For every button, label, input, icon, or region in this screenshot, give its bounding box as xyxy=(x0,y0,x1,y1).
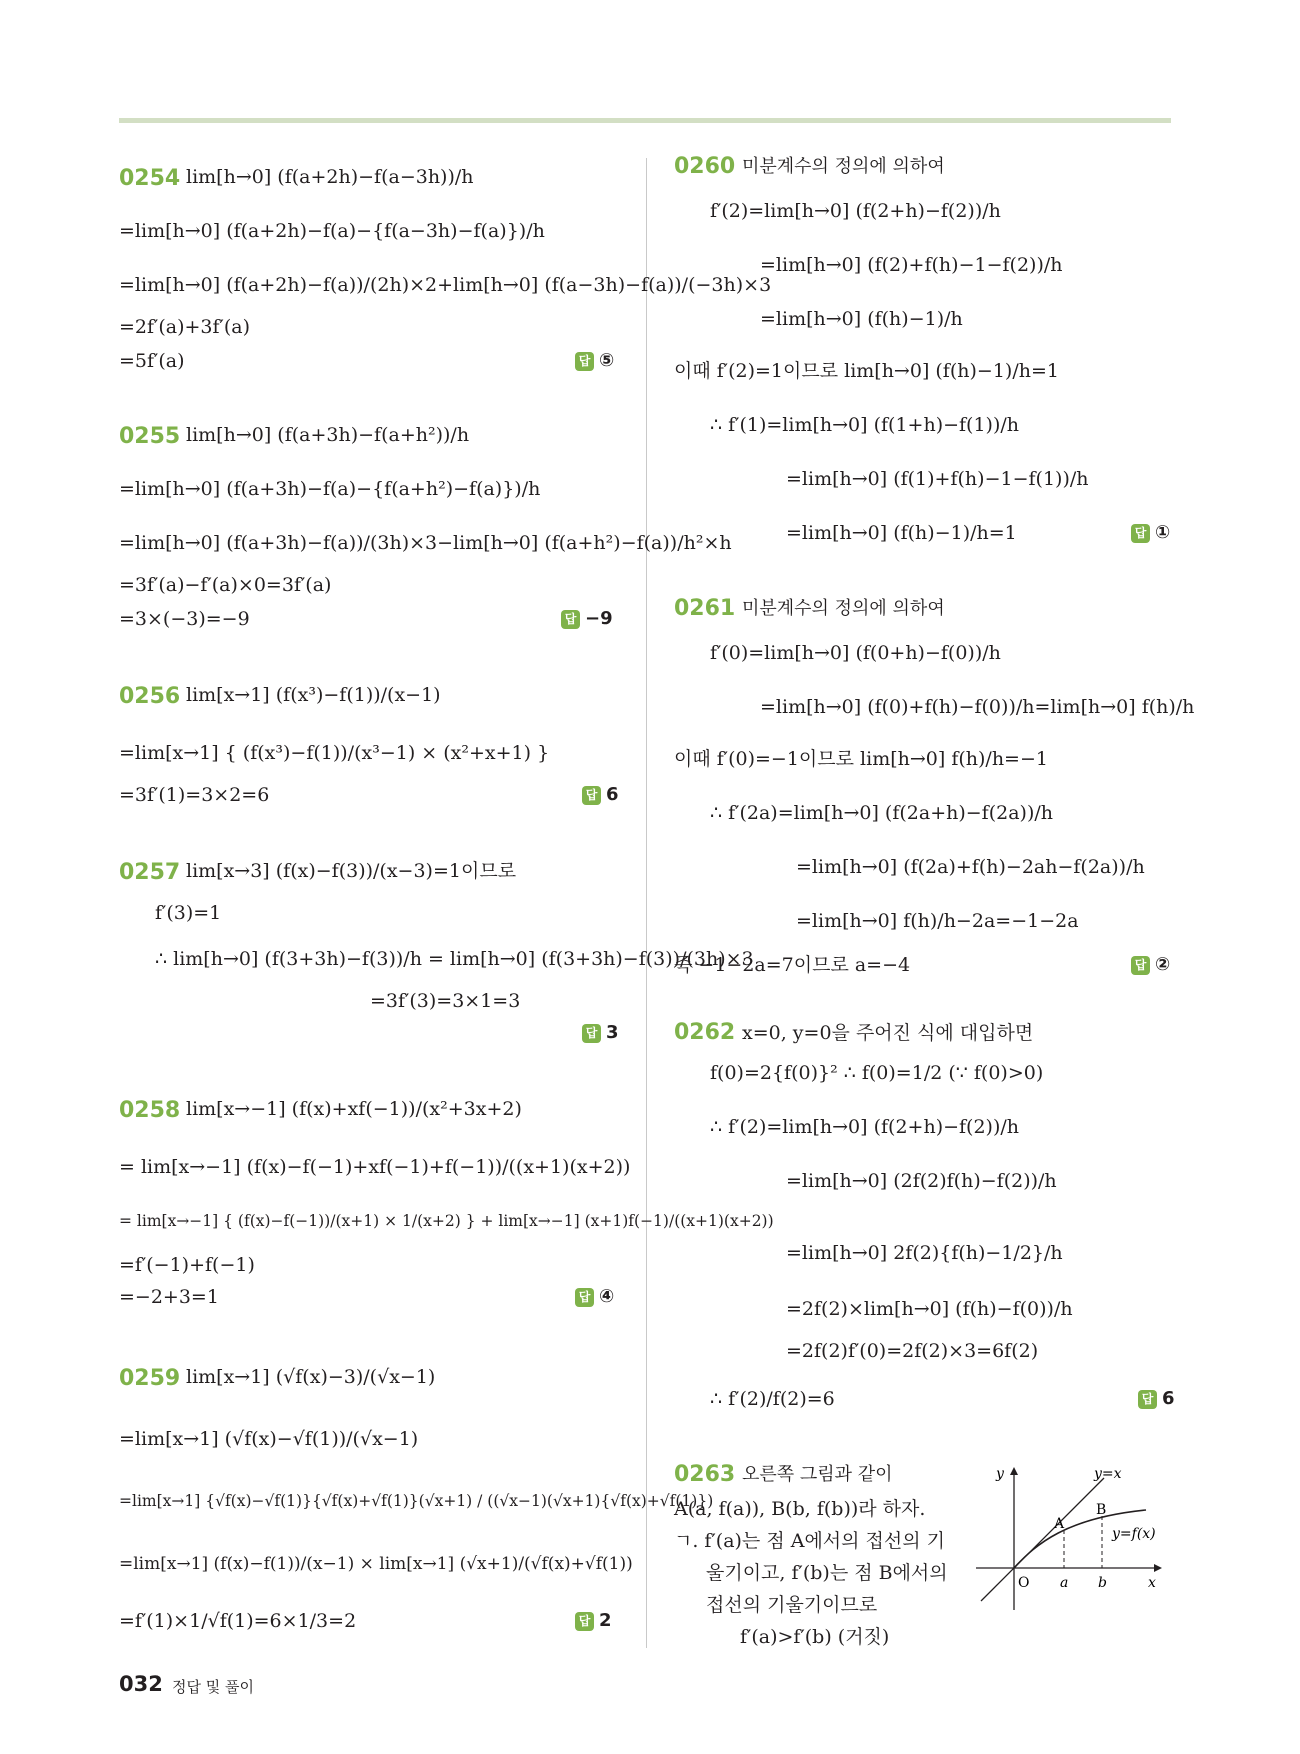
answer-badge-icon: 답 xyxy=(582,1024,601,1043)
problem-number: 0259 xyxy=(119,1366,181,1391)
solution-line: lim[x→−1] (f(x)+xf(−1))/(x²+3x+2) xyxy=(186,1098,522,1120)
answer xyxy=(575,1612,612,1631)
answer xyxy=(582,786,619,805)
answer-badge-icon: 답 xyxy=(575,1612,594,1631)
solution-line: =f′(1)×1/√f(1)=6×1/3=2 xyxy=(119,1610,357,1632)
answer-badge-icon: 답 xyxy=(575,352,594,371)
tick-a-label: a xyxy=(1060,1575,1069,1591)
top-rule xyxy=(119,118,1171,123)
solution-line: =lim[h→0] (f(a+3h)−f(a)−{f(a+h²)−f(a)})/h xyxy=(119,478,541,500)
solution-line: =2f(2)f′(0)=2f(2)×3=6f(2) xyxy=(786,1340,1039,1362)
solution-line: ∴ f′(1)=lim[h→0] (f(1+h)−f(1))/h xyxy=(710,414,1020,436)
solution-intro: x=0, y=0을 주어진 식에 대입하면 xyxy=(742,1022,1034,1044)
y-axis-label: y xyxy=(996,1466,1004,1482)
solution-line: =lim[h→0] (f(1)+f(h)−1−f(1))/h xyxy=(786,468,1089,490)
page-number: 032 xyxy=(119,1672,163,1696)
answer xyxy=(575,352,614,371)
solution-line: =lim[h→0] f(h)/h−2a=−1−2a xyxy=(796,910,1079,932)
solution-line: =5f′(a) xyxy=(119,350,185,372)
answer-value: 6 xyxy=(606,784,619,805)
section-title: 정답 및 풀이 xyxy=(172,1678,254,1696)
solution-line: =lim[x→1] {√f(x)−√f(1)}{√f(x)+√f(1)}(√x+1) / ((√x−1)(√x+1){√f(x)+√f(1)}) xyxy=(119,1492,714,1510)
answer xyxy=(561,610,613,629)
solution-line: A(a, f(a)), B(b, f(b))라 하자. xyxy=(674,1498,926,1520)
solution-line: ∴ f′(2)=lim[h→0] (f(2+h)−f(2))/h xyxy=(710,1116,1020,1138)
answer xyxy=(575,1288,614,1307)
solution-line: f′(0)=lim[h→0] (f(0+h)−f(0))/h xyxy=(710,642,1001,664)
solution-line: =lim[h→0] (f(a+2h)−f(a)−{f(a−3h)−f(a)})/h xyxy=(119,220,545,242)
answer-value: ② xyxy=(1155,954,1171,975)
answer-value: ④ xyxy=(599,1286,615,1307)
solution-line: =lim[h→0] (f(a+3h)−f(a))/(3h)×3−lim[h→0] (f(a+h²)−f(a))/h²×h xyxy=(119,532,732,554)
answer-value: ⑤ xyxy=(599,350,615,371)
solution-line: =lim[h→0] (f(a+2h)−f(a))/(2h)×2+lim[h→0] (f(a−3h)−f(a))/(−3h)×3 xyxy=(119,274,772,296)
solution-line: =3f′(1)=3×2=6 xyxy=(119,784,270,806)
answer xyxy=(1131,956,1170,975)
solution-line: 이때 f′(0)=−1이므로 lim[h→0] f(h)/h=−1 xyxy=(674,748,1048,770)
solution-line: =lim[h→0] (f(h)−1)/h xyxy=(760,308,963,330)
problem-number: 0258 xyxy=(119,1098,181,1123)
solution-intro: 미분계수의 정의에 의하여 xyxy=(742,156,945,177)
solution-line: =3×(−3)=−9 xyxy=(119,608,250,630)
answer-value: ① xyxy=(1155,522,1171,543)
solution-line: =2f′(a)+3f′(a) xyxy=(119,316,251,338)
solution-line: lim[x→1] (f(x³)−f(1))/(x−1) xyxy=(186,684,441,706)
answer-value: 2 xyxy=(599,1610,612,1631)
solution-line: lim[h→0] (f(a+2h)−f(a−3h))/h xyxy=(186,166,474,188)
answer-value: −9 xyxy=(585,608,613,629)
point-a-label: A xyxy=(1054,1516,1065,1532)
solution-line: ㄱ. f′(a)는 점 A에서의 접선의 기 xyxy=(674,1530,945,1552)
answer-value: 3 xyxy=(606,1022,619,1043)
problem-number: 0257 xyxy=(119,860,181,885)
answer-badge-icon: 답 xyxy=(561,610,580,629)
tangent-figure xyxy=(976,1460,1172,1610)
solution-line: =lim[h→0] (f(0)+f(h)−f(0))/h=lim[h→0] f(h)/h xyxy=(760,696,1195,718)
answer-badge-icon: 답 xyxy=(1131,524,1150,543)
problem-number: 0256 xyxy=(119,684,181,709)
point-b-label: B xyxy=(1096,1502,1107,1518)
solution-line: =lim[h→0] (f(h)−1)/h=1 xyxy=(786,522,1017,544)
problem-number: 0255 xyxy=(119,424,181,449)
solution-line: =lim[x→1] { (f(x³)−f(1))/(x³−1) × (x²+x+1) } xyxy=(119,742,550,764)
solution-line: =2f(2)×lim[h→0] (f(h)−f(0))/h xyxy=(786,1298,1073,1320)
answer-badge-icon: 답 xyxy=(1138,1390,1157,1409)
solution-line: lim[x→3] (f(x)−f(3))/(x−3)=1이므로 xyxy=(186,860,517,882)
solution-line: ∴ f′(2)/f(2)=6 xyxy=(710,1388,835,1410)
solution-line: ∴ f′(2a)=lim[h→0] (f(2a+h)−f(2a))/h xyxy=(710,802,1054,824)
solution-line: 즉 −1−2a=7이므로 a=−4 xyxy=(674,954,911,976)
solution-line: ∴ lim[h→0] (f(3+3h)−f(3))/h = lim[h→0] (f(3+3h)−f(3))/(3h)×3 xyxy=(155,948,754,970)
solution-line: =3f′(3)=3×1=3 xyxy=(370,990,521,1012)
problem-number: 0262 xyxy=(674,1020,736,1045)
line-label: y=x xyxy=(1094,1466,1122,1482)
solution-line: =lim[x→1] (√f(x)−√f(1))/(√x−1) xyxy=(119,1428,419,1450)
problem-number: 0263 xyxy=(674,1462,736,1487)
solution-line: lim[x→1] (√f(x)−3)/(√x−1) xyxy=(186,1366,436,1388)
line-y-equals-x xyxy=(981,1478,1107,1601)
answer xyxy=(1138,1390,1175,1409)
solution-line: 울기이고, f′(b)는 점 B에서의 xyxy=(706,1562,948,1584)
answer-value: 6 xyxy=(1162,1388,1175,1409)
solution-line: f(0)=2{f(0)}² ∴ f(0)=1/2 (∵ f(0)>0) xyxy=(710,1062,1044,1084)
problem-number: 0260 xyxy=(674,154,736,179)
origin-label: O xyxy=(1018,1575,1030,1591)
x-axis-label: x xyxy=(1148,1575,1156,1591)
curve-label: y=f(x) xyxy=(1112,1526,1156,1542)
solution-line: f′(a)>f′(b) (거짓) xyxy=(740,1626,890,1648)
solution-line: =f′(−1)+f(−1) xyxy=(119,1254,255,1276)
solution-intro: 오른쪽 그림과 같이 xyxy=(742,1464,893,1485)
solution-line: f′(2)=lim[h→0] (f(2+h)−f(2))/h xyxy=(710,200,1001,222)
solution-line: =lim[x→1] (f(x)−f(1))/(x−1) × lim[x→1] (√x+1)/(√f(x)+√f(1)) xyxy=(119,1554,633,1574)
solution-line: =lim[h→0] (f(2a)+f(h)−2ah−f(2a))/h xyxy=(796,856,1145,878)
solution-line: =3f′(a)−f′(a)×0=3f′(a) xyxy=(119,574,332,596)
solution-line: = lim[x→−1] (f(x)−f(−1)+xf(−1)+f(−1))/((x+1)(x+2)) xyxy=(119,1156,631,1178)
problem-number: 0261 xyxy=(674,596,736,621)
tick-b-label: b xyxy=(1098,1575,1107,1591)
answer-badge-icon: 답 xyxy=(575,1288,594,1307)
x-axis-arrow-icon xyxy=(1154,1564,1162,1572)
solution-line: =lim[h→0] (f(2)+f(h)−1−f(2))/h xyxy=(760,254,1063,276)
solution-line: =lim[h→0] 2f(2){f(h)−1/2}/h xyxy=(786,1242,1063,1264)
answer xyxy=(582,1024,619,1043)
solution-line: =lim[h→0] (2f(2)f(h)−f(2))/h xyxy=(786,1170,1057,1192)
solution-line: = lim[x→−1] { (f(x)−f(−1))/(x+1) × 1/(x+2) } + lim[x→−1] (x+1)f(−1)/((x+1)(x+2)) xyxy=(119,1212,774,1230)
answer xyxy=(1131,524,1170,543)
solution-line: 접선의 기울기이므로 xyxy=(706,1594,878,1616)
answer-badge-icon: 답 xyxy=(1131,956,1150,975)
solution-line: 이때 f′(2)=1이므로 lim[h→0] (f(h)−1)/h=1 xyxy=(674,360,1059,382)
y-axis-arrow-icon xyxy=(1010,1467,1018,1475)
problem-number: 0254 xyxy=(119,166,181,191)
solution-intro: 미분계수의 정의에 의하여 xyxy=(742,598,945,619)
column-divider xyxy=(646,158,647,1648)
solution-line: lim[h→0] (f(a+3h)−f(a+h²))/h xyxy=(186,424,470,446)
solution-line: f′(3)=1 xyxy=(155,902,222,924)
solution-line: =−2+3=1 xyxy=(119,1286,219,1308)
answer-badge-icon: 답 xyxy=(582,786,601,805)
